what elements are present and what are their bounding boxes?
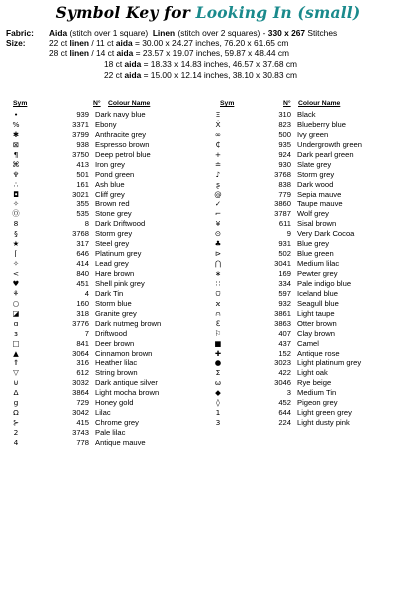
colour-number: 152 <box>278 348 291 358</box>
size-fabric: linen <box>69 38 90 48</box>
symbol-icon: ω <box>214 378 222 388</box>
symbol-icon: ⚐ <box>214 328 222 338</box>
colour-name: Dark Tin <box>95 288 124 298</box>
colour-number: 938 <box>76 139 89 149</box>
fabric-linen-note: (stitch over 2 squares) - <box>175 28 268 38</box>
symbol-icon: + <box>214 149 222 159</box>
symbol-icon: ∞ <box>214 129 222 139</box>
size-mid: / 11 ct <box>89 38 116 48</box>
size-mid: 18 ct <box>104 59 125 69</box>
size-label: Size: <box>6 38 26 48</box>
left-header-num: N° <box>93 100 101 107</box>
colour-number: 407 <box>278 328 291 338</box>
size-fabric-2: aida <box>124 59 142 69</box>
symbol-icon: ɜ <box>14 328 18 338</box>
colour-name: Lead grey <box>95 259 129 269</box>
colour-name: Medium Tin <box>297 388 337 398</box>
colour-name: Brown red <box>95 199 130 209</box>
symbol-icon: ♆ <box>12 169 20 179</box>
colour-number: 160 <box>76 298 89 308</box>
symbol-icon: ⌈ <box>14 249 18 259</box>
symbol-icon: Ẋ <box>215 119 221 129</box>
colour-number: 3860 <box>274 199 291 209</box>
stitches-suffix: Stitches <box>305 28 338 38</box>
colour-name: Espresso brown <box>95 139 150 149</box>
colour-number: 3371 <box>72 119 89 129</box>
colour-number: 611 <box>278 219 291 229</box>
colour-number: 840 <box>76 269 89 278</box>
colour-number: 501 <box>76 169 89 179</box>
colour-number: 597 <box>278 288 291 298</box>
symbol-icon: ✓ <box>214 199 222 209</box>
symbol-icon: ⌐ <box>214 209 222 219</box>
symbol-icon: ★ <box>12 239 20 249</box>
colour-number: 422 <box>278 368 291 378</box>
colour-name: Steel grey <box>95 239 130 249</box>
symbol-icon: ⊳ <box>214 249 222 259</box>
symbol-icon: ≐ <box>214 159 222 169</box>
symbol-icon: 8 <box>13 219 19 229</box>
symbol-icon: ₵ <box>215 139 221 149</box>
symbol-icon: ∴ <box>13 179 19 189</box>
symbol-icon: ✧ <box>12 259 20 269</box>
colour-name: Dark wood <box>297 179 334 189</box>
colour-number: 778 <box>76 437 89 447</box>
colour-number: 931 <box>278 239 291 249</box>
symbol-icon: Σ <box>215 368 221 378</box>
colour-name: Dark pearl green <box>297 149 354 159</box>
colour-number: 3046 <box>274 378 291 388</box>
size-fabric: linen <box>69 48 90 58</box>
colour-name: Pond green <box>95 169 135 179</box>
colour-name: String brown <box>95 368 138 378</box>
symbol-icon: ✱ <box>12 129 20 139</box>
symbol-icon: ■ <box>214 338 222 348</box>
colour-number: 3032 <box>72 378 89 388</box>
symbol-icon: Ξ <box>215 110 221 119</box>
colour-name: Black <box>297 110 316 119</box>
right-header-sym: Sym <box>220 100 235 107</box>
colour-name: Light taupe <box>297 308 335 318</box>
colour-name: Undergrowth green <box>297 139 363 149</box>
colour-name: Deer brown <box>95 338 135 348</box>
colour-number: 9 <box>286 229 291 239</box>
colour-name: Blue green <box>297 249 334 259</box>
colour-name: Blueberry blue <box>297 119 346 129</box>
fabric-aida-note: (stitch over 1 square) <box>67 28 149 38</box>
symbol-icon: ✚ <box>214 348 222 358</box>
colour-number: 413 <box>76 159 89 169</box>
colour-number: 779 <box>278 189 291 199</box>
colour-number: 841 <box>76 338 89 348</box>
colour-number: 161 <box>76 179 89 189</box>
colour-name: Pale indigo blue <box>297 278 352 288</box>
symbol-icon: 1 <box>215 408 221 418</box>
colour-number: 318 <box>76 308 89 318</box>
symbol-icon: @ <box>214 189 222 199</box>
colour-number: 3768 <box>274 169 291 179</box>
colour-number: 535 <box>76 209 89 219</box>
colour-name: Dark navy blue <box>95 110 146 119</box>
colour-number: 502 <box>278 249 291 259</box>
colour-name: Ivy green <box>297 129 329 139</box>
colour-name: Dark antique silver <box>95 378 158 388</box>
symbol-icon: ♥ <box>12 278 20 288</box>
colour-number: 500 <box>278 129 291 139</box>
symbol-icon: ▲ <box>13 348 19 358</box>
colour-name: Camel <box>297 338 319 348</box>
symbol-icon: § <box>14 229 18 239</box>
colour-number: 4 <box>84 288 89 298</box>
colour-number: 3042 <box>72 408 89 418</box>
size-fabric-2: aida <box>116 48 134 58</box>
right-header-name: Colour Name <box>298 100 341 107</box>
size-mid: / 14 ct <box>89 48 117 58</box>
colour-number: 729 <box>76 398 89 408</box>
colour-name: Light green grey <box>297 408 352 418</box>
left-header-sym: Sym <box>13 100 28 107</box>
size-ct: 28 ct <box>49 48 68 58</box>
colour-name: Otter brown <box>297 318 337 328</box>
colour-name: Iceland blue <box>297 288 338 298</box>
size-mid: 22 ct <box>104 70 125 80</box>
colour-number: 3064 <box>72 348 89 358</box>
symbol-icon: ɑ <box>13 318 19 328</box>
colour-number: 3863 <box>274 318 291 328</box>
symbol-icon: ⊱ <box>12 418 20 428</box>
colour-name: Cliff grey <box>95 189 125 199</box>
size-dims: = 23.57 x 19.07 inches, 59.87 x 48.44 cm <box>133 48 290 58</box>
colour-name: Wolf grey <box>297 209 329 219</box>
colour-name: Slate grey <box>297 159 332 169</box>
colour-number: 415 <box>76 418 89 428</box>
colour-number: 3799 <box>72 129 89 139</box>
size-line-4 <box>104 70 297 80</box>
colour-name: Pale lilac <box>95 428 126 437</box>
colour-name: Dark Driftwood <box>95 219 146 229</box>
colour-name: Storm grey <box>297 169 335 179</box>
colour-number: 838 <box>278 179 291 189</box>
colour-number: 3776 <box>72 318 89 328</box>
symbol-icon: ⩂ <box>215 288 221 298</box>
symbol-icon: ¶ <box>13 149 19 159</box>
symbol-icon: ϰ <box>215 298 221 308</box>
symbol-icon: ✧ <box>12 199 20 209</box>
symbol-icon: ⚘ <box>12 288 20 298</box>
page-title <box>0 3 416 22</box>
colour-name: Ebony <box>95 119 117 129</box>
symbol-icon: 2 <box>13 428 19 437</box>
symbol-icon: □ <box>12 338 20 348</box>
colour-name: Taupe mauve <box>297 199 343 209</box>
colour-number: 930 <box>278 159 291 169</box>
colour-number: 169 <box>278 269 291 278</box>
colour-name: Light mocha brown <box>95 388 160 398</box>
colour-name: Honey gold <box>95 398 134 408</box>
colour-name: Medium lilac <box>297 259 340 269</box>
colour-number: 932 <box>278 298 291 308</box>
colour-number: 8 <box>84 219 89 229</box>
symbol-icon: Δ <box>13 388 19 398</box>
colour-number: 939 <box>76 110 89 119</box>
size-ct: 22 ct <box>49 38 68 48</box>
colour-name: Light platinum grey <box>297 358 362 368</box>
colour-name: Sepia mauve <box>297 189 342 199</box>
colour-number: 3023 <box>274 358 291 368</box>
symbol-icon: ⊙ <box>214 229 222 239</box>
colour-name: Very Dark Cocoa <box>297 229 355 239</box>
colour-name: Stone grey <box>95 209 132 219</box>
colour-name: Dark nutmeg brown <box>95 318 162 328</box>
colour-number: 3864 <box>72 388 89 398</box>
colour-name: Anthracite grey <box>95 129 147 139</box>
symbol-icon: ¥ <box>215 219 221 229</box>
colour-name: Rye beige <box>297 378 332 388</box>
symbol-icon: ♪ <box>215 169 221 179</box>
colour-name: Light oak <box>297 368 328 378</box>
symbol-icon: 3 <box>215 418 221 428</box>
colour-name: Pigeon grey <box>297 398 338 408</box>
colour-number: 224 <box>278 418 291 428</box>
symbol-icon: ⌘ <box>12 159 20 169</box>
colour-number: 334 <box>278 278 291 288</box>
colour-name: Blue grey <box>297 239 330 249</box>
colour-number: 3743 <box>72 428 89 437</box>
title-prefix: Symbol Key for <box>55 3 196 22</box>
symbol-icon: % <box>12 119 20 129</box>
colour-name: Driftwood <box>95 328 128 338</box>
colour-number: 646 <box>76 249 89 259</box>
stitch-count: 330 x 267 <box>267 28 306 38</box>
colour-name: Ash blue <box>95 179 125 189</box>
symbol-icon: ⊠ <box>12 139 20 149</box>
colour-name: Platinum grey <box>95 249 142 259</box>
size-dims: = 18.33 x 14.83 inches, 46.57 x 37.68 cm <box>141 59 297 69</box>
colour-name: Deep petrol blue <box>95 149 151 159</box>
colour-number: 3041 <box>274 259 291 269</box>
colour-number: 823 <box>278 119 291 129</box>
colour-name: Light dusty pink <box>297 418 350 428</box>
colour-name: Heather lilac <box>95 358 138 368</box>
symbol-icon: ◊ <box>216 398 220 408</box>
fabric-label: Fabric: <box>6 28 34 38</box>
size-line-2 <box>49 48 289 58</box>
colour-name: Hare brown <box>95 269 135 278</box>
fabric-line <box>6 28 337 38</box>
colour-number: 644 <box>278 408 291 418</box>
size-fabric-2: aida <box>115 38 133 48</box>
colour-name: Clay brown <box>297 328 335 338</box>
colour-name: Storm grey <box>95 229 133 239</box>
colour-number: 3861 <box>274 308 291 318</box>
colour-name: Granite grey <box>95 308 137 318</box>
symbol-icon: ⇑ <box>12 358 20 368</box>
colour-number: 310 <box>278 110 291 119</box>
colour-name: Lilac <box>95 408 111 418</box>
colour-number: 317 <box>76 239 89 249</box>
symbol-icon: ℇ <box>215 318 221 328</box>
colour-number: 452 <box>278 398 291 408</box>
symbol-icon: ○ <box>12 298 20 308</box>
colour-name: Chrome grey <box>95 418 139 428</box>
colour-number: 3021 <box>72 189 89 199</box>
colour-name: Seagull blue <box>297 298 339 308</box>
symbol-icon: ◘ <box>13 189 19 199</box>
symbol-icon: ▽ <box>13 368 19 378</box>
colour-number: 355 <box>76 199 89 209</box>
symbol-icon: ◪ <box>12 308 20 318</box>
colour-name: Iron grey <box>95 159 125 169</box>
colour-name: Antique rose <box>297 348 340 358</box>
symbol-icon: Ⓞ <box>12 209 20 219</box>
symbol-icon: ⋂ <box>214 259 222 269</box>
fabric-aida: Aida <box>49 28 68 38</box>
colour-number: 414 <box>76 259 89 269</box>
size-line-1 <box>6 38 288 48</box>
colour-name: Cinnamon brown <box>95 348 153 358</box>
symbol-icon: ♣ <box>214 239 222 249</box>
colour-name: Storm blue <box>95 298 132 308</box>
colour-number: 316 <box>76 358 89 368</box>
symbol-icon: ⊍ <box>13 378 19 388</box>
colour-number: 7 <box>84 328 89 338</box>
symbol-icon: ∗ <box>214 269 222 278</box>
symbol-icon: ◆ <box>215 388 221 398</box>
colour-number: 924 <box>278 149 291 159</box>
title-pattern-name: Looking In (small) <box>195 3 361 22</box>
symbol-icon: 4 <box>13 437 19 447</box>
symbol-icon: g <box>13 398 19 408</box>
colour-number: 437 <box>278 338 291 348</box>
right-header-num: N° <box>283 100 291 107</box>
colour-name: Antique mauve <box>95 437 146 447</box>
symbol-icon: ⩀ <box>215 308 221 318</box>
colour-number: 3 <box>286 388 291 398</box>
colour-number: 3768 <box>72 229 89 239</box>
colour-number: 612 <box>76 368 89 378</box>
symbol-icon: Ω <box>13 408 19 418</box>
symbol-icon: ʂ <box>216 179 220 189</box>
size-fabric-2: aida <box>124 70 142 80</box>
size-dims: = 30.00 x 24.27 inches, 76.20 x 61.65 cm <box>132 38 289 48</box>
symbol-icon: < <box>12 269 20 278</box>
symbol-icon: ∷ <box>215 278 221 288</box>
fabric-linen: Linen <box>152 28 176 38</box>
colour-number: 935 <box>278 139 291 149</box>
colour-number: 451 <box>76 278 89 288</box>
size-dims: = 15.00 x 12.14 inches, 38.10 x 30.83 cm <box>141 70 297 80</box>
colour-number: 3750 <box>72 149 89 159</box>
colour-number: 3787 <box>274 209 291 219</box>
size-line-3 <box>104 59 297 69</box>
colour-name: Shell pink grey <box>95 278 145 288</box>
symbol-icon: • <box>13 110 19 119</box>
colour-name: Pewter grey <box>297 269 338 278</box>
symbol-icon: ● <box>214 358 222 368</box>
left-header-name: Colour Name <box>108 100 151 107</box>
colour-name: Sisal brown <box>297 219 337 229</box>
